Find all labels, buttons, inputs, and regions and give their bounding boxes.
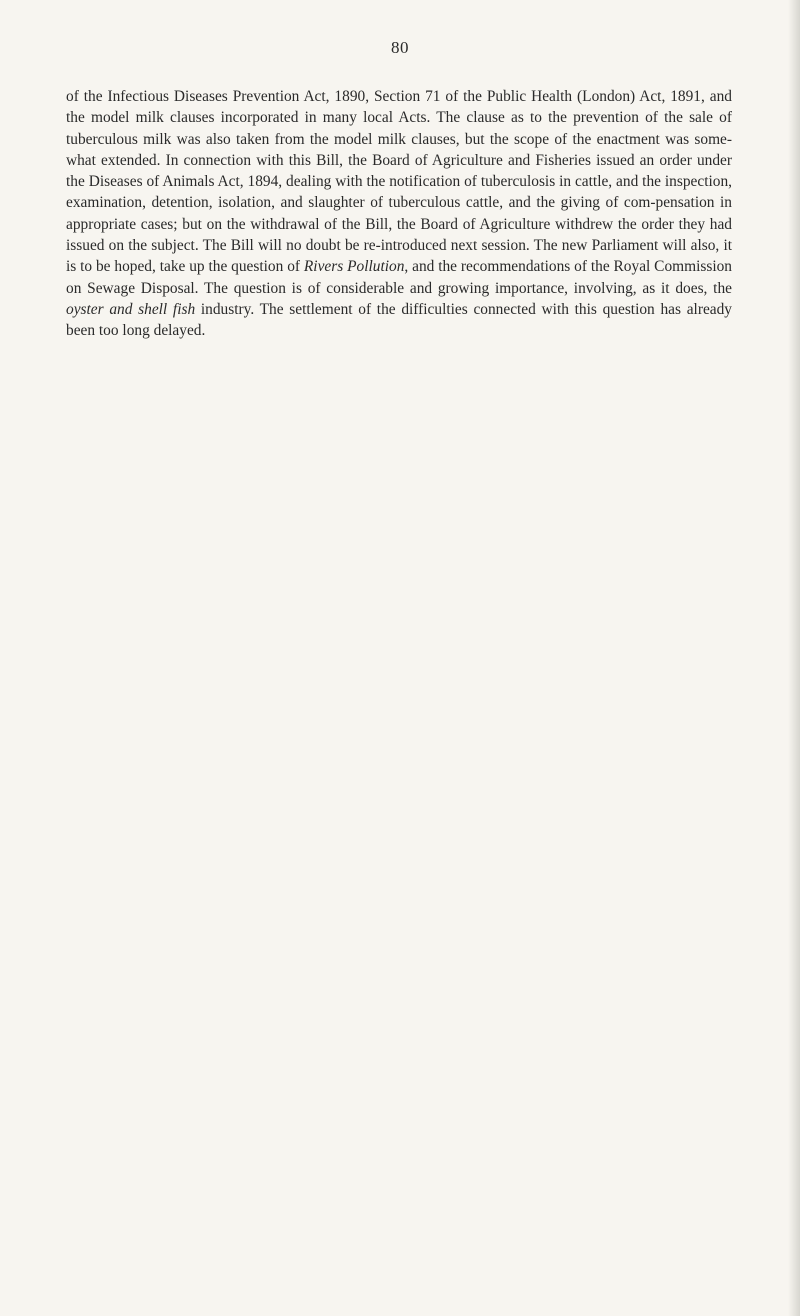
page-number: 80 [391,38,409,57]
body-paragraph [66,86,732,342]
page-edge-shadow [788,0,800,1316]
italic-term-rivers-pollution: Rivers Pollution [303,258,405,276]
paragraph-text-segment: , and the recommendations of the Royal Commission on Sewage Disposal. The question is of considerable and growing importance, involving, as it does, the [66,258,733,297]
italic-term-oyster-shell-fish: oyster and shell fish [66,300,196,318]
paragraph-text-segment: of the Infectious Diseases Prevention Act, 1890, Section 71 of the Public Health (London) Act, 1891, and the model milk clauses incorporated in many local Acts. The clause as to the prevention of the sale of tuberculous milk was also taken from the model milk clauses, but the scope of the enactment was some-what extended. In connection with this Bill, the Board of Agriculture and Fisheries issued an order under the Diseases of Animals Act, 1894, dealing with the notification of tuberculosis in cattle, and the inspection, examination, detention, isolation, and slaughter of tuberculous cattle, and the giving of com-pensation in appropriate cases; but on the withdrawal of the Bill, the Board of Agriculture withdrew the order they had issued on the subject. The Bill will no doubt be re-introduced next session. The new Parliament will also, it is to be hoped, take up the question of [66,88,732,276]
paragraph-text-segment: industry. The settlement of the difficulties connected with this question has already been too long delayed. [66,300,732,340]
